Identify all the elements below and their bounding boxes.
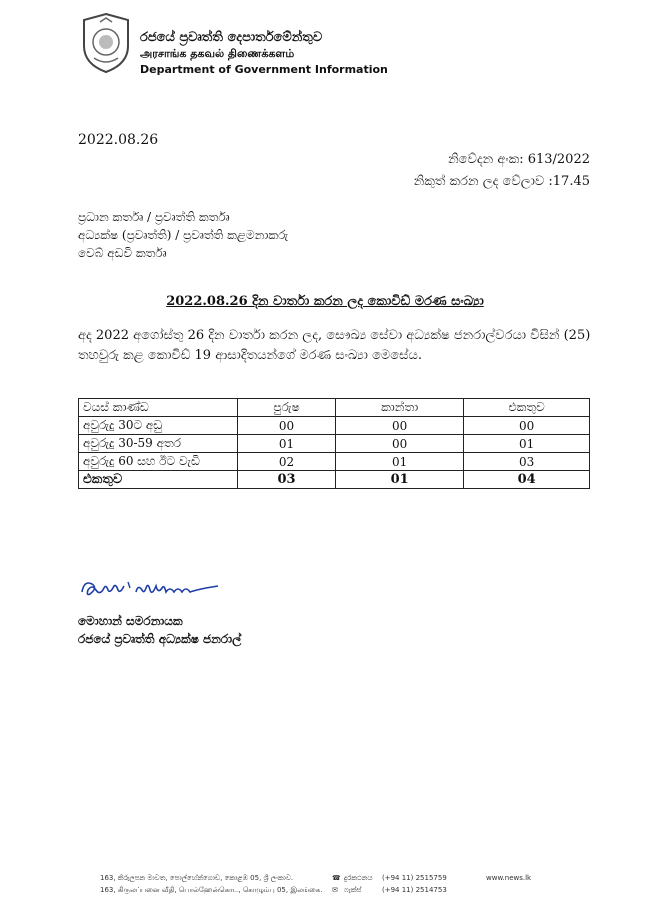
table-total-row: [79, 471, 590, 489]
signatory-title: රජයේ ප්‍රවෘත්ති අධ්‍යක්ෂ ජනරාල්: [78, 632, 242, 646]
footer-tel-label: දුරකථනය: [344, 874, 373, 882]
table-cell: 03: [464, 453, 590, 471]
department-header: [140, 30, 388, 78]
table-cell: අවුරුදු 30-59 අතර: [79, 435, 238, 453]
signature-image: [78, 574, 228, 604]
department-name-english: Department of Government Information: [140, 63, 388, 76]
department-name-tamil: அரசாங்க தகவல் திணைக்களம்: [140, 47, 295, 60]
footer-fax: (+94 11) 2514753: [382, 886, 447, 894]
release-time: නිකුත් කරන ලද වේලාව :17.45: [413, 174, 590, 189]
table-cell: අවුරුදු 30ට අඩු: [79, 417, 238, 435]
release-number: නිවේදන අංක: 613/2022: [448, 152, 590, 167]
column-header: කාන්තා: [336, 399, 464, 417]
recipient-line: වෙබ් අඩවි කර්තෘ: [78, 246, 167, 260]
fax-icon: ✉: [332, 886, 338, 894]
table-cell: 01: [464, 435, 590, 453]
document-date: 2022.08.26: [78, 132, 159, 148]
column-header: පුරුෂ: [238, 399, 336, 417]
column-header: එකතුව: [464, 399, 590, 417]
table-row: [79, 453, 590, 471]
phone-icon: ☎: [332, 874, 341, 882]
footer-fax-label: ෆැක්ස්: [344, 886, 362, 894]
table-cell: එකතුව: [79, 471, 238, 489]
government-emblem-icon: [80, 12, 132, 74]
table-cell: 00: [336, 417, 464, 435]
recipient-line: ප්‍රධාන කර්තෘ / ප්‍රවෘත්ති කර්තෘ: [78, 210, 230, 224]
table-row: [79, 417, 590, 435]
table-cell: 00: [464, 417, 590, 435]
body-paragraph: අද 2022 අගෝස්තු 26 දින වාර්තා කරන ලද, සෞඛ්‍ය සේවා අධ්‍යක්ෂ ජනරාල්වරයා විසින් (25) තහවුරු කළ කොවිඩ් 19 ආසාදිතයන්ගේ මරණ සංඛ්‍යා මෙසේය.: [78, 328, 591, 363]
document-title: 2022.08.26 දින වාර්තා කරන ලද කොවිඩ් මරණ සංඛ්‍යා: [166, 294, 484, 309]
footer-address-sinhala: 163, කිරුලපන මාවත, පොල්හේන්ගොඩ, කොළඹ 05, ශ්‍රී ලංකාව.: [100, 874, 294, 882]
footer-website[interactable]: www.news.lk: [486, 874, 532, 882]
table-cell: 00: [238, 417, 336, 435]
table-cell: 04: [464, 471, 590, 489]
table-cell: 03: [238, 471, 336, 489]
covid-deaths-table: [78, 398, 590, 489]
table-cell: අවුරුදු 60 සහ ඊට වැඩි: [79, 453, 238, 471]
recipient-line: අධ්‍යක්ෂ (ප්‍රවෘත්ති) / ප්‍රවෘත්ති කළමනාකරු: [78, 228, 289, 242]
column-header: වයස් කාණ්ඩ: [79, 399, 238, 417]
table-cell: 01: [336, 471, 464, 489]
footer-tel: (+94 11) 2515759: [382, 874, 447, 882]
table-cell: 02: [238, 453, 336, 471]
table-row: [79, 435, 590, 453]
table-header-row: [79, 399, 590, 417]
table-cell: 01: [238, 435, 336, 453]
table-cell: 01: [336, 453, 464, 471]
footer-address-tamil: 163, கிருலப்பனை வீதி, பொல்ஹேன்கொட, கொழும்பு 05, இலங்கை.: [100, 886, 323, 894]
department-name-sinhala: රජයේ ප්‍රවෘත්ති දෙපාර්තමේන්තුව: [140, 30, 323, 45]
signatory-name: මොහාන් සමරනායක: [78, 614, 183, 628]
table-cell: 00: [336, 435, 464, 453]
